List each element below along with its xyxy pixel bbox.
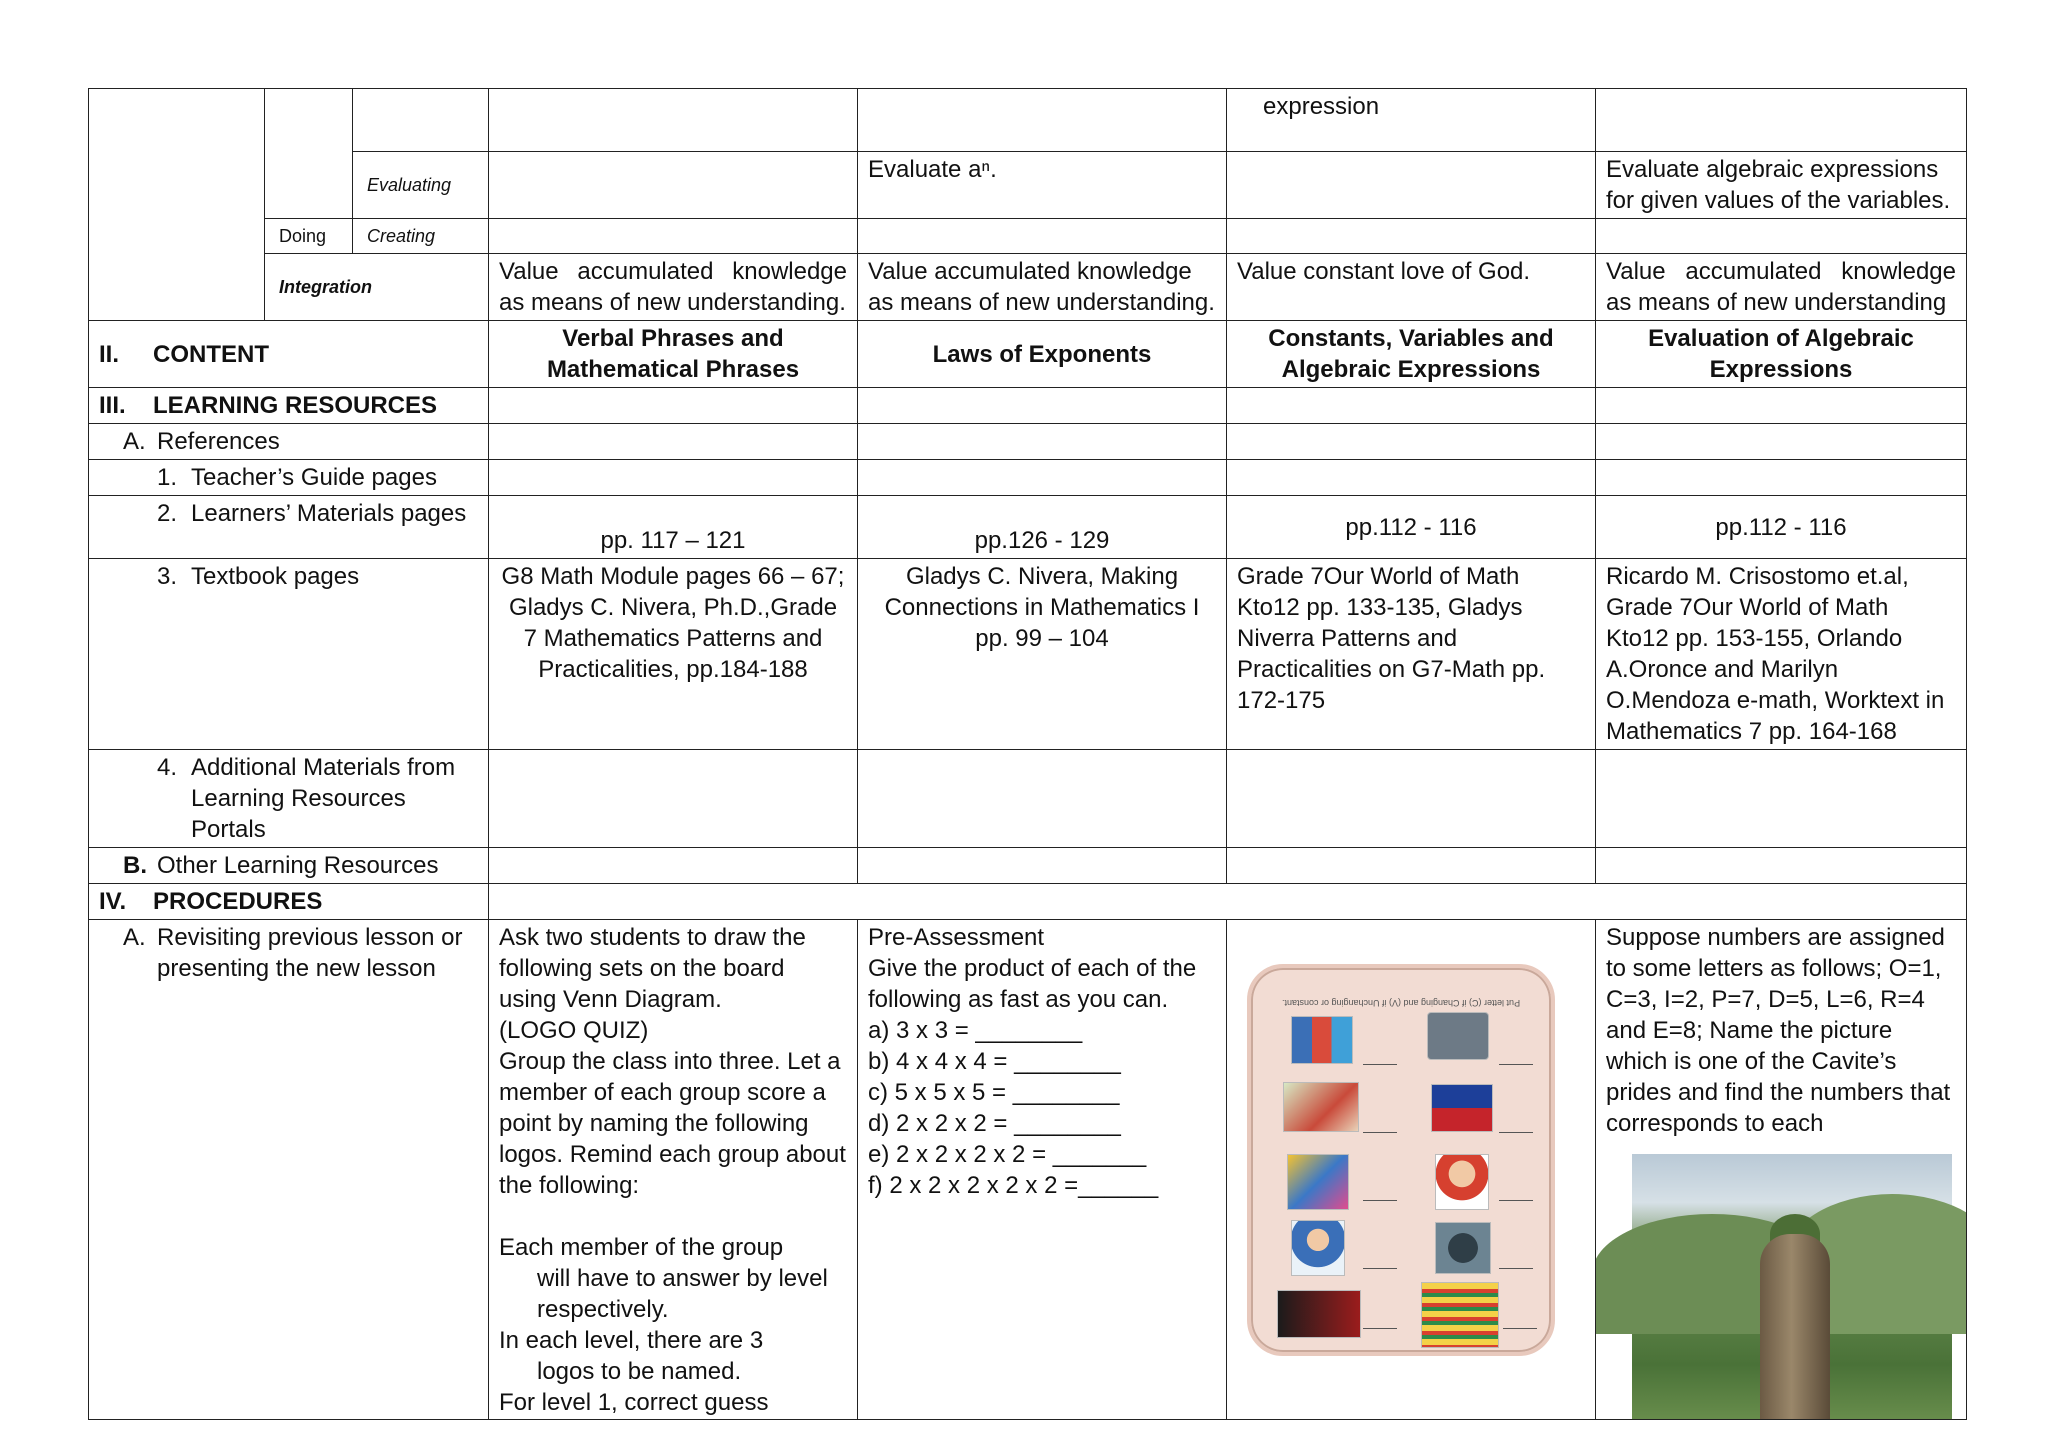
changing-constant-image-cell xyxy=(1227,920,1596,1420)
changing-constant-worksheet-image xyxy=(1247,964,1555,1356)
answer-blank xyxy=(1363,1064,1397,1065)
references-label-cell xyxy=(89,424,489,460)
cell xyxy=(1596,424,1967,460)
references-label: References xyxy=(157,428,280,455)
row-teachers-guide xyxy=(89,460,1967,496)
content-heading xyxy=(89,321,489,388)
additional-label-1: Additional Materials from xyxy=(191,754,456,781)
row-textbook xyxy=(89,559,1967,750)
answer-blank xyxy=(1363,1328,1397,1329)
cell xyxy=(489,152,858,219)
row-integration xyxy=(89,254,1967,321)
textbook-ref-3: Grade 7Our World of Math Kto12 pp. 133-135, Gladys Niverra Patterns and Practicalities on G7-Math pp. 172-175 xyxy=(1227,559,1596,750)
cell xyxy=(1596,848,1967,884)
content-topic-1: Verbal Phrases and Mathematical Phrases xyxy=(489,321,858,388)
cell xyxy=(489,424,858,460)
rock-peak xyxy=(1760,1234,1830,1420)
content-topic-2: Laws of Exponents xyxy=(858,321,1227,388)
textbook-ref-2: Gladys C. Nivera, Making Connections in Mathematics I pp. 99 – 104 xyxy=(858,559,1227,750)
cell xyxy=(489,848,858,884)
social-media-icon xyxy=(1291,1016,1353,1064)
row-expression xyxy=(89,89,1967,152)
objectives-blank-cell xyxy=(89,89,265,321)
expression-text: expression xyxy=(1227,89,1596,152)
references-letter: A. xyxy=(123,428,146,455)
row-procedures xyxy=(89,884,1967,920)
poster-icon xyxy=(1421,1282,1499,1348)
cavite-pride-instructions: Suppose numbers are assigned to some letters as follows; O=1, C=3, I=2, P=7, D=5, L=6, R=4 and E=8; Name the picture which is one of the Cavite’s prides and find the numbers that corresponds to each xyxy=(1606,924,1951,1137)
procedures-heading xyxy=(89,884,489,920)
blank-subdomain-cell xyxy=(353,89,489,152)
row-learning-resources xyxy=(89,388,1967,424)
teachers-guide-num: 1. xyxy=(157,464,178,491)
row-learners-materials xyxy=(89,496,1967,559)
learners-materials-num: 2. xyxy=(157,500,178,527)
content-topic-3: Constants, Variables and Algebraic Expressions xyxy=(1227,321,1596,388)
pre-assessment-item: e) 2 x 2 x 2 x 2 = _______ xyxy=(868,1141,1147,1168)
quiz-rule-1-line1: Each member of the group xyxy=(499,1234,784,1261)
revisiting-label-1: Revisiting previous lesson or xyxy=(157,924,463,951)
blank-domain-cell xyxy=(265,89,353,219)
spacer xyxy=(499,1201,847,1232)
child-icon xyxy=(1435,1154,1489,1210)
pre-assessment-item: b) 4 x 4 x 4 = ________ xyxy=(868,1048,1121,1075)
evaluating-label: Evaluating xyxy=(353,152,489,219)
row-revisiting xyxy=(89,920,1967,1420)
cell xyxy=(489,460,858,496)
learners-materials-label: Learners’ Materials pages xyxy=(191,500,467,527)
lr-label: LEARNING RESOURCES xyxy=(153,392,438,419)
learning-resources-heading xyxy=(89,388,489,424)
answer-blank xyxy=(1499,1200,1533,1201)
quiz-rule-1 xyxy=(499,1232,847,1325)
pre-assessment-item: d) 2 x 2 x 2 = ________ xyxy=(868,1110,1121,1137)
row-doing xyxy=(89,219,1967,254)
quiz-rule-3-line1: For level 1, correct guess xyxy=(499,1389,769,1416)
answer-blank xyxy=(1499,1132,1533,1133)
pre-assessment-instruction: Give the product of each of the following as fast as you can. xyxy=(868,955,1197,1013)
evaluate-algebraic-text: Evaluate algebraic expressions for given values of the variables. xyxy=(1596,152,1967,219)
lm-pages-2: pp.126 - 129 xyxy=(858,496,1227,559)
cell xyxy=(489,219,858,254)
cell xyxy=(489,89,858,152)
other-label: Other Learning Resources xyxy=(157,852,439,879)
integration-col3: Value constant love of God. xyxy=(1227,254,1596,321)
pre-assessment-cell xyxy=(858,920,1227,1420)
lm-pages-1: pp. 117 – 121 xyxy=(489,496,858,559)
colorful-letters-icon xyxy=(1287,1154,1349,1210)
quiz-rule-2 xyxy=(499,1325,847,1387)
revisiting-label-2: presenting the new lesson xyxy=(157,955,436,982)
teachers-guide-label-cell xyxy=(89,460,489,496)
integration-label: Integration xyxy=(265,254,489,321)
procedures-numeral: IV. xyxy=(99,888,127,915)
pre-assessment-item: a) 3 x 3 = ________ xyxy=(868,1017,1083,1044)
logo-quiz-cell xyxy=(489,920,858,1420)
cell xyxy=(858,89,1227,152)
logo-quiz-intro: Ask two students to draw the following sets on the board using Venn Diagram. xyxy=(499,924,806,1013)
row-additional-materials xyxy=(89,750,1967,848)
pre-assessment-heading: Pre-Assessment xyxy=(868,924,1045,951)
answer-blank xyxy=(1363,1132,1397,1133)
answer-blank xyxy=(1499,1064,1533,1065)
revisiting-letter: A. xyxy=(123,924,146,951)
answer-blank xyxy=(1363,1268,1397,1269)
cavite-pride-cell xyxy=(1596,920,1967,1420)
revisiting-label-cell xyxy=(89,920,489,1420)
additional-line1 xyxy=(157,752,478,783)
other-letter: B. xyxy=(123,852,147,879)
content-numeral: II. xyxy=(99,340,120,368)
cell xyxy=(1596,460,1967,496)
row-content xyxy=(89,321,1967,388)
creating-label: Creating xyxy=(353,219,489,254)
laptop-icon xyxy=(1427,1012,1489,1060)
cell xyxy=(1596,219,1967,254)
quiz-rule-3 xyxy=(499,1387,847,1418)
procedures-blank xyxy=(489,884,1967,920)
lesson-plan-table xyxy=(88,88,1967,1420)
cell xyxy=(858,460,1227,496)
flag-icon xyxy=(1431,1084,1493,1132)
content-label: CONTENT xyxy=(153,340,269,368)
logo-quiz-title: (LOGO QUIZ) xyxy=(499,1017,649,1044)
quiz-rule-2-line1: In each level, there are 3 xyxy=(499,1327,764,1354)
cell xyxy=(1596,388,1967,424)
integration-col4: Value accumulated knowledge as means of new understanding xyxy=(1596,254,1967,321)
revisiting-line1 xyxy=(123,922,478,953)
cell xyxy=(489,388,858,424)
cell xyxy=(1227,152,1596,219)
cell xyxy=(858,848,1227,884)
worksheet-caption: Put letter (C) if Changing and (V) if Unchanging or constant. xyxy=(1281,998,1521,1008)
textbook-label-cell xyxy=(89,559,489,750)
cell xyxy=(1227,750,1596,848)
logo-quiz-instructions: Group the class into three. Let a member of each group score a point by naming the following logos. Remind each group about the following: xyxy=(499,1048,846,1199)
quiz-rule-1-rest: will have to answer by level respectively. xyxy=(537,1265,828,1323)
cell xyxy=(1227,388,1596,424)
additional-materials-label-cell xyxy=(89,750,489,848)
other-resources-label-cell xyxy=(89,848,489,884)
teachers-guide-label: Teacher’s Guide pages xyxy=(191,464,437,491)
textbook-ref-4: Ricardo M. Crisostomo et.al, Grade 7Our World of Math Kto12 pp. 153-155, Orlando A.Oronce and Marilyn O.Mendoza e-math, Worktext in Mathematics 7 pp. 164-168 xyxy=(1596,559,1967,750)
doing-label: Doing xyxy=(265,219,353,254)
integration-col2: Value accumulated knowledge as means of new understanding. xyxy=(858,254,1227,321)
row-other-resources xyxy=(89,848,1967,884)
cell xyxy=(1227,219,1596,254)
textbook-ref-1: G8 Math Module pages 66 – 67; Gladys C. Nivera, Ph.D.,Grade 7 Mathematics Patterns and Practicalities, pp.184-188 xyxy=(489,559,858,750)
answer-blank xyxy=(1503,1328,1537,1329)
answer-blank xyxy=(1499,1268,1533,1269)
row-evaluating xyxy=(89,152,1967,219)
procedures-label: PROCEDURES xyxy=(153,888,323,915)
lr-numeral: III. xyxy=(99,392,126,419)
textbook-label: Textbook pages xyxy=(191,563,360,590)
answer-blank xyxy=(1363,1200,1397,1201)
gauge-icon xyxy=(1435,1222,1491,1274)
integration-col1: Value accumulated knowledge as means of new understanding. xyxy=(489,254,858,321)
content-topic-4: Evaluation of Algebraic Expressions xyxy=(1596,321,1967,388)
additional-label-2: Learning Resources Portals xyxy=(191,785,406,843)
student-icon xyxy=(1291,1220,1345,1276)
cell xyxy=(1596,750,1967,848)
cell xyxy=(1596,89,1967,152)
cell xyxy=(858,219,1227,254)
cell xyxy=(858,388,1227,424)
cell xyxy=(858,750,1227,848)
lm-pages-3: pp.112 - 116 xyxy=(1227,496,1596,559)
evaluate-an-text: Evaluate aⁿ. xyxy=(858,152,1227,219)
learners-materials-label-cell xyxy=(89,496,489,559)
quiz-rule-2-rest: logos to be named. xyxy=(537,1358,742,1385)
textbook-num: 3. xyxy=(157,563,178,590)
pre-assessment-item: f) 2 x 2 x 2 x 2 x 2 =______ xyxy=(868,1172,1159,1199)
additional-num: 4. xyxy=(157,754,178,781)
pre-assessment-item: c) 5 x 5 x 5 = ________ xyxy=(868,1079,1120,1106)
cell xyxy=(1227,460,1596,496)
cell xyxy=(489,750,858,848)
cell xyxy=(1227,848,1596,884)
mountain-peak-image xyxy=(1632,1154,1952,1420)
cell xyxy=(858,424,1227,460)
cell xyxy=(1227,424,1596,460)
calendar-icon xyxy=(1283,1082,1359,1132)
row-references xyxy=(89,424,1967,460)
brand-icon xyxy=(1277,1290,1361,1338)
lm-pages-4: pp.112 - 116 xyxy=(1596,496,1967,559)
